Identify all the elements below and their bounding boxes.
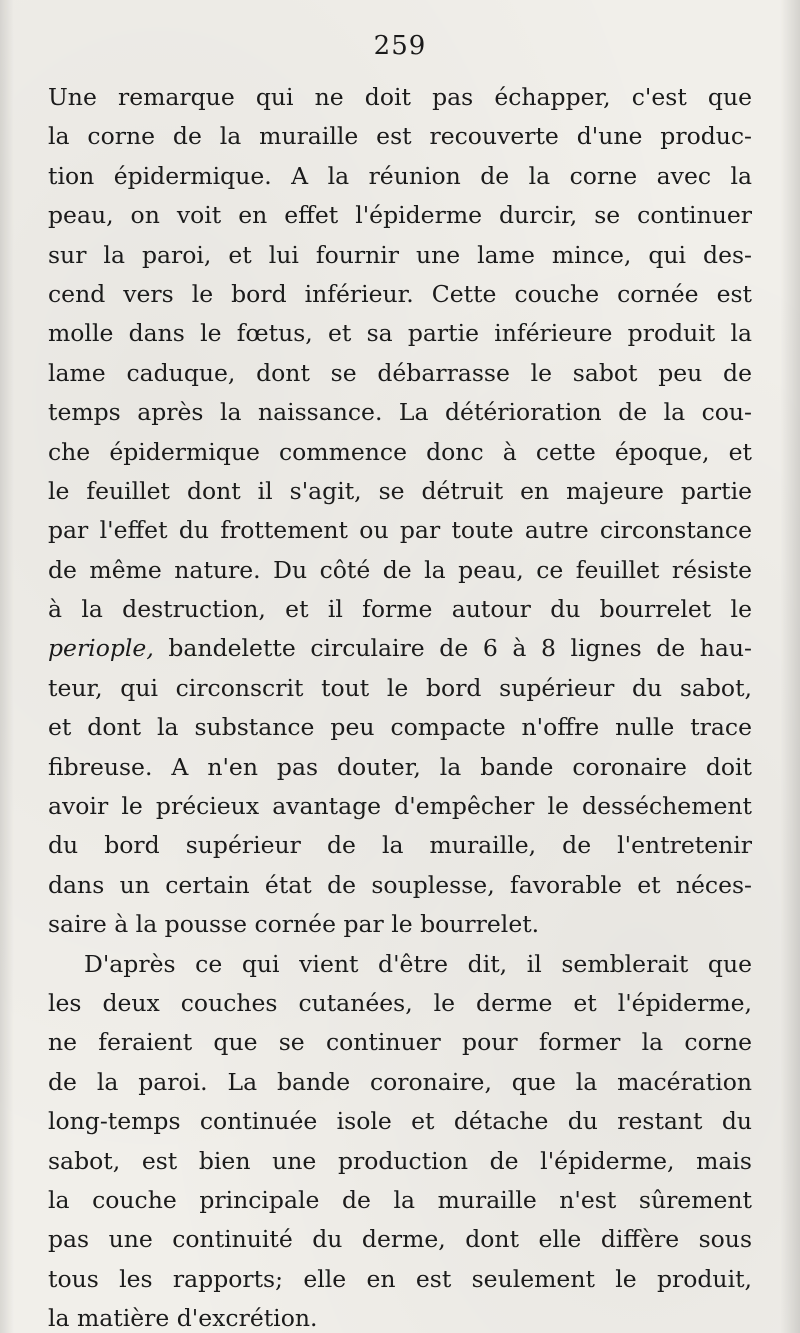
text-line: par l'effet du frottement ou par toute autre circonstance [48, 516, 752, 545]
text-line: la corne de la muraille est recouverte d'une produc- [48, 122, 752, 151]
text-line: avoir le précieux avantage d'empêcher le desséchement [48, 792, 752, 821]
body-text [48, 78, 752, 1333]
page-number: 259 [373, 31, 427, 61]
paragraph-end-line: la matière d'excrétion. [48, 1304, 318, 1333]
text-line: peau, on voit en effet l'épiderme durcir, se continuer [48, 201, 752, 230]
text-line: long-temps continuée isole et détache du restant du [48, 1107, 752, 1136]
text-line: molle dans le fœtus, et sa partie inférieure produit la [48, 319, 752, 348]
text-line: che épidermique commence donc à cette époque, et [48, 437, 752, 466]
text-line: ne feraient que se continuer pour former la corne [48, 1028, 752, 1057]
text-line: de la paroi. La bande coronaire, que la macération [48, 1067, 752, 1096]
text-line-rest: bandelette circulaire de 6 à 8 lignes de hau- [168, 634, 752, 663]
paragraph-end-line: saire à la pousse cornée par le bourrelet. [48, 910, 540, 939]
paragraph-start-line: D'après ce qui vient d'être dit, il semblerait que [84, 949, 752, 978]
italic-term: periople, [48, 634, 154, 663]
text-line-with-term [48, 629, 752, 668]
text-line: pas une continuité du derme, dont elle diffère sous [48, 1225, 752, 1254]
text-line: et dont la substance peu compacte n'offre nulle trace [48, 713, 752, 742]
text-line: sur la paroi, et lui fournir une lame mince, qui des- [48, 240, 752, 269]
text-line: tous les rapports; elle en est seulement le produit, [48, 1264, 752, 1293]
text-line: à la destruction, et il forme autour du bourrelet le [48, 595, 752, 624]
text-line: lame caduque, dont se débarrasse le sabot peu de [48, 358, 752, 387]
text-line: du bord supérieur de la muraille, de l'entretenir [48, 831, 752, 860]
text-line: Une remarque qui ne doit pas échapper, c'est que [48, 83, 752, 111]
text-line: fibreuse. A n'en pas douter, la bande coronaire doit [48, 752, 752, 781]
text-line: tion épidermique. A la réunion de la corne avec la [48, 161, 752, 190]
text-line: temps après la naissance. La détérioration de la cou- [48, 398, 752, 427]
text-line: teur, qui circonscrit tout le bord supérieur du sabot, [48, 673, 752, 702]
text-line: de même nature. Du côté de la peau, ce feuillet résiste [48, 555, 752, 584]
text-line: la couche principale de la muraille n'est sûrement [48, 1185, 752, 1214]
text-line: dans un certain état de souplesse, favorable et néces- [48, 870, 752, 899]
text-line: cend vers le bord inférieur. Cette couche cornée est [48, 279, 752, 308]
text-line: sabot, est bien une production de l'épiderme, mais [48, 1146, 752, 1175]
text-line: le feuillet dont il s'agit, se détruit en majeure partie [48, 476, 752, 505]
text-line: les deux couches cutanées, le derme et l'épiderme, [48, 988, 752, 1017]
